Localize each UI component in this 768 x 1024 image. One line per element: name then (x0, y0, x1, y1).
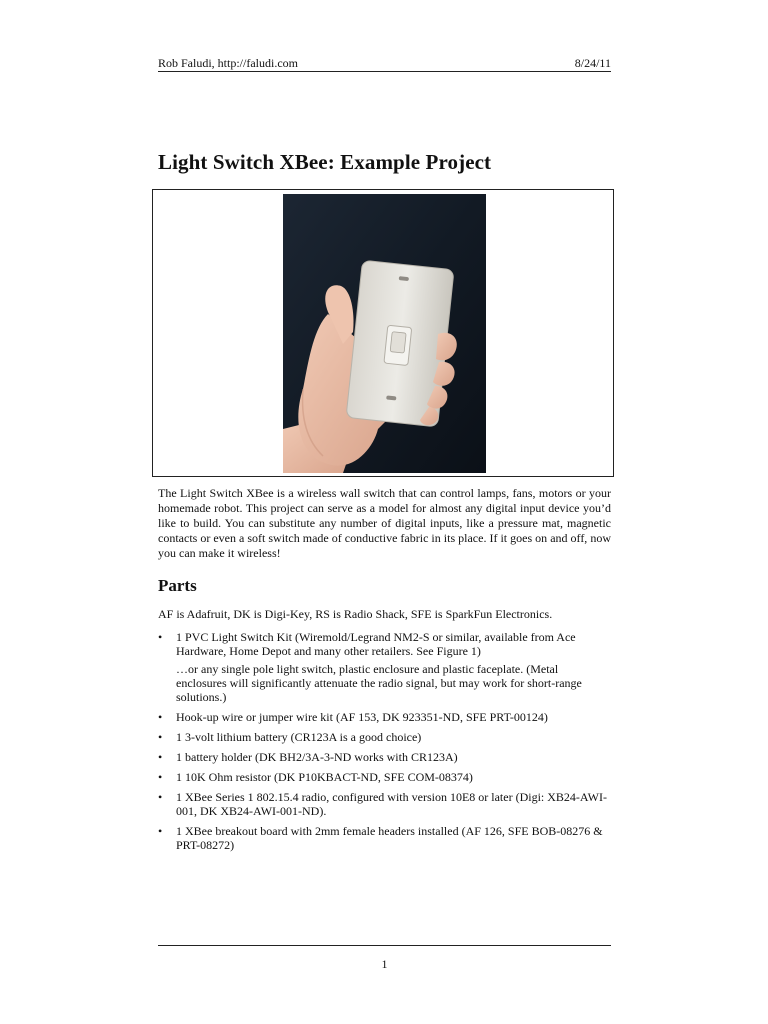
bullet: • (158, 630, 163, 644)
list-item-text: Hook-up wire or jumper wire kit (AF 153, DK 923351-ND, SFE PRT-00124) (176, 710, 548, 724)
bullet: • (158, 790, 163, 804)
bullet: • (158, 770, 163, 784)
header-date: 8/24/11 (574, 56, 611, 70)
list-item (158, 750, 611, 764)
footer-divider (158, 945, 611, 946)
parts-heading: Parts (158, 576, 197, 595)
list-item-text: 1 3-volt lithium battery (CR123A is a good choice) (176, 730, 422, 744)
list-item (158, 824, 611, 852)
list-item (158, 730, 611, 744)
header-author: Rob Faludi, http://faludi.com (158, 56, 298, 70)
list-item-text: 1 XBee breakout board with 2mm female headers installed (AF 126, SFE BOB-08276 & PRT-08272) (176, 824, 603, 852)
bullet: • (158, 824, 163, 838)
vendor-abbreviations: AF is Adafruit, DK is Digi-Key, RS is Radio Shack, SFE is SparkFun Electronics. (158, 607, 553, 621)
list-item-text: 1 10K Ohm resistor (DK P10KBACT-ND, SFE COM-08374) (176, 770, 473, 784)
list-item (158, 770, 611, 784)
figure-frame (152, 189, 614, 477)
parts-list (158, 630, 611, 858)
list-item (158, 630, 611, 704)
list-item-text: 1 PVC Light Switch Kit (Wiremold/Legrand NM2-S or similar, available from Ace Hardware, Home Depot and many other retailers. See Figure 1) (176, 630, 576, 658)
bullet: • (158, 750, 163, 764)
list-item-note: …or any single pole light switch, plastic enclosure and plastic faceplate. (Metal enclosures will significantly attenuate the radio signal, but may work for short-range solutions.) (176, 662, 582, 704)
list-item-text: 1 battery holder (DK BH2/3A-3-ND works with CR123A) (176, 750, 458, 764)
bullet: • (158, 730, 163, 744)
page-number: 1 (381, 957, 388, 971)
list-item (158, 710, 611, 724)
intro-paragraph: The Light Switch XBee is a wireless wall switch that can control lamps, fans, motors or your homemade robot. This project can serve as a model for almost any digital input device you’d like to build. You can substitute any number of digital inputs, like a pressure mat, magnetic contacts or even a soft switch made of conductive fabric in its place. If it goes on and off, now you can make it wireless! (158, 486, 611, 560)
page-title: Light Switch XBee: Example Project (158, 150, 492, 174)
page-header (158, 56, 611, 72)
list-item-text: 1 XBee Series 1 802.15.4 radio, configured with version 10E8 or later (Digi: XB24-AWI-001, DK XB24-AWI-001-ND). (176, 790, 607, 818)
bullet: • (158, 710, 163, 724)
light-switch-photo (283, 194, 486, 473)
list-item (158, 790, 611, 818)
